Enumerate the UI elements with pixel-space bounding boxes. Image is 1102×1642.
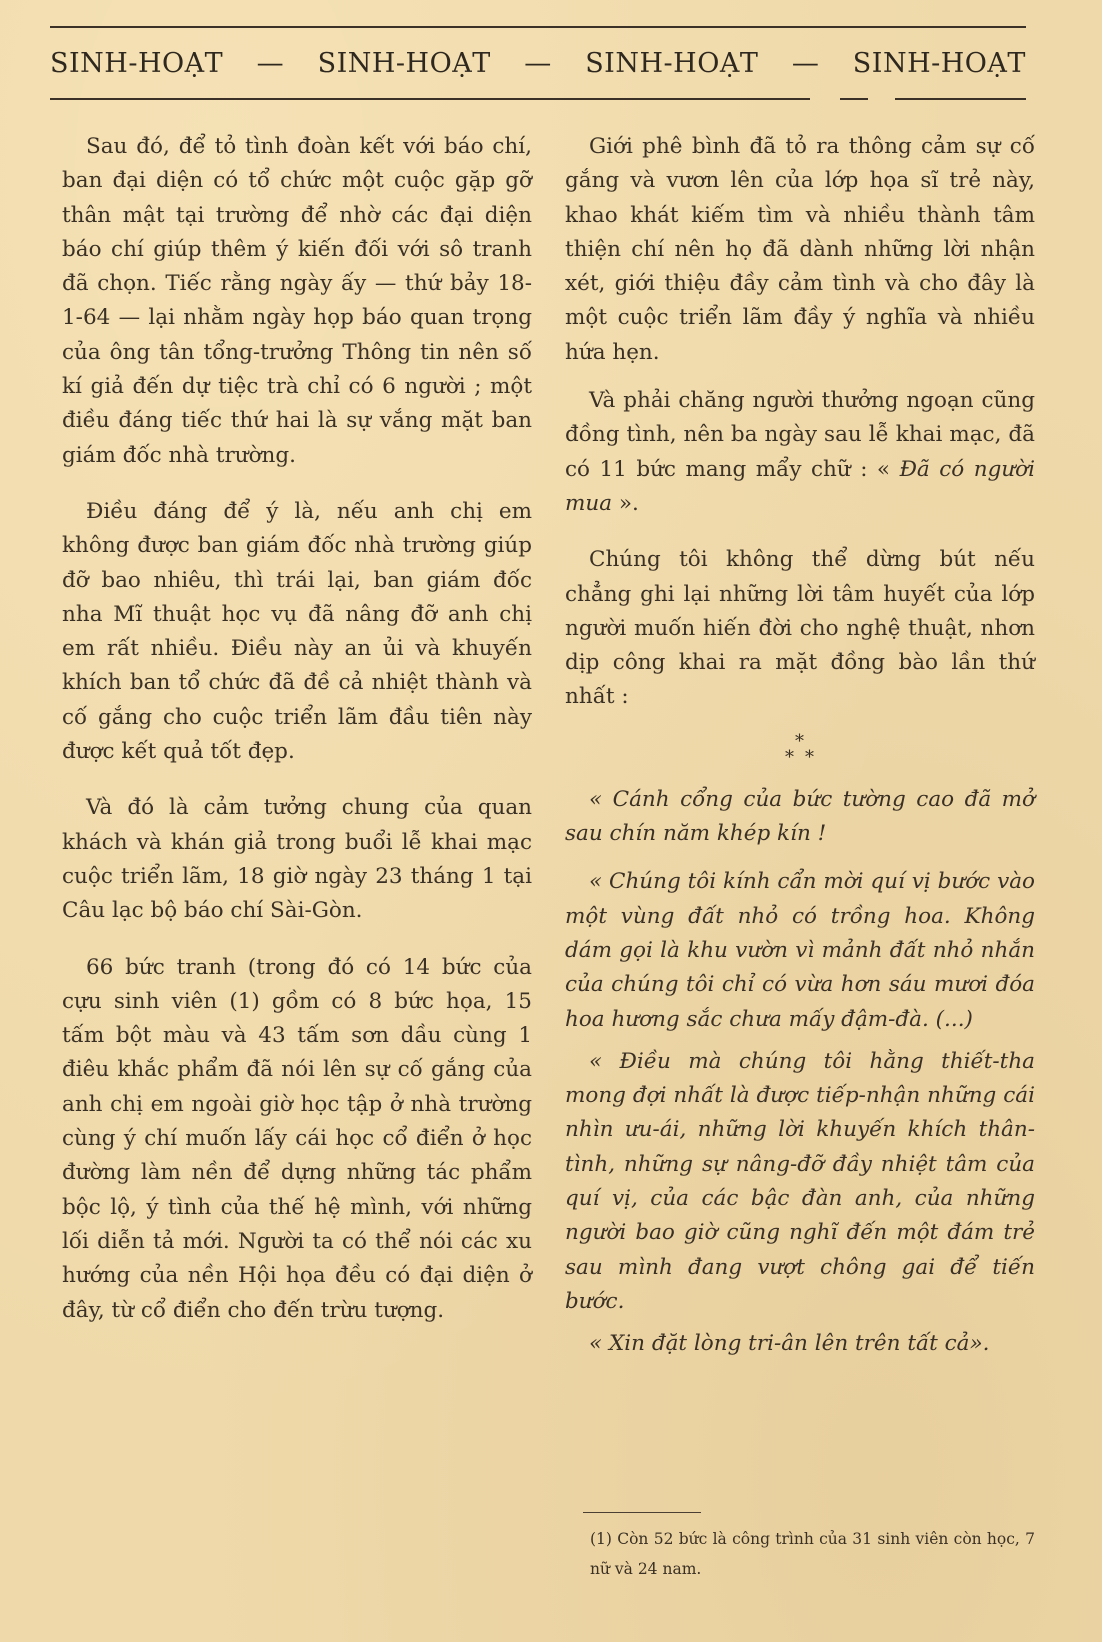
- quote-paragraph: « Điều mà chúng tôi hằng thiết-tha mong đợi nhất là được tiếp-nhận những cái nhìn ưu-ái, những lời khuyến khích thân-tình, những sự nâng-đỡ đầy nhiệt tâm của quí vị, của các bậc đàn anh, của những người bao giờ cũng nghĩ đến một đám trẻ sau mình đang vượt chông gai để tiến bước.: [565, 1048, 1035, 1314]
- top-rule: [50, 26, 1026, 28]
- asterisk: *: [795, 730, 804, 752]
- running-head: [50, 40, 1026, 86]
- asterisk: *: [805, 746, 814, 768]
- paragraph: Sau đó, để tỏ tình đoàn kết với báo chí, ban đại diện có tổ chức một cuộc gặp gỡ thân mật tại trường để nhờ các đại diện báo chí giúp thêm ý kiến đối với sô tranh đã chọn. Tiếc rằng ngày ấy — thứ bảy 18-1-64 — lại nhằm ngày họp báo quan trọng của ông tân tổng-trưởng Thông tin nên số kí giả đến dự tiệc trà chỉ có 6 người ; một điều đáng tiếc thứ hai là sự vắng mặt ban giám đốc nhà trường.: [62, 134, 532, 468]
- paragraph: Điều đáng để ý là, nếu anh chị em không được ban giám đốc nhà trường giúp đỡ bao nhiêu, thì trái lại, ban giám đốc nha Mĩ thuật học vụ đã nâng đỡ anh chị em rất nhiều. Điều này an ủi và khuyến khích ban tổ chức đã đề cả nhiệt thành và cố gắng cho cuộc triển lãm đầu tiên này được kết quả tốt đẹp.: [62, 498, 532, 765]
- header-rule: [840, 98, 868, 100]
- left-column: [62, 130, 532, 1328]
- paragraph-italic-text: Đã có người mua: [565, 456, 1035, 516]
- running-head-item: SINH-HOẠT: [50, 47, 224, 79]
- footnote-rule: [583, 1512, 701, 1513]
- paragraph-text: Và phải chăng người thưởng ngoạn cũng đồng tình, nên ba ngày sau lễ khai mạc, đã có 11 bức mang mẩy chữ : «: [565, 388, 1035, 482]
- section-break-asterism: [565, 727, 1035, 783]
- quote-paragraph: « Cánh cổng của bức tường cao đã mở sau chín năm khép kín !: [565, 786, 1035, 847]
- paragraph: Giới phê bình đã tỏ ra thông cảm sự cố gắng và vươn lên của lớp họa sĩ trẻ này, khao khát kiếm tìm và nhiều thành tâm thiện chí nên họ đã dành những lời nhận xét, giới thiệu đầy cảm tình và cho đây là một cuộc triển lãm đầy ý nghĩa và nhiều hứa hẹn.: [565, 134, 1035, 365]
- running-head-item: SINH-HOẠT: [585, 47, 759, 79]
- running-head-separator: —: [524, 47, 552, 79]
- paragraph: Chúng tôi không thể dừng bút nếu chẳng ghi lại những lời tâm huyết của lớp người muốn hiến đời cho nghệ thuật, nhơn dịp công khai ra mặt đồng bào lần thứ nhất :: [565, 547, 1035, 710]
- paragraph: 66 bức tranh (trong đó có 14 bức của cựu sinh viên (1) gồm có 8 bức họa, 15 tấm bột màu và 43 tấm sơn dầu cùng 1 điêu khắc phẩm đã nói lên sự cố gắng của anh chị em ngoài giờ học tập ở nhà trường cùng ý chí muốn lấy cái học cổ điển ở học đường làm nền để dựng những tác phẩm bộc lộ, ý tình của thế hệ mình, với những lối diễn tả mới. Người ta có thể nói các xu hướng của nền Hội họa đều có đại diện ở đây, từ cổ điển cho đến trừu tượng.: [62, 954, 532, 1323]
- paragraph: Và đó là cảm tưởng chung của quan khách và khán giả trong buổi lễ khai mạc cuộc triển lãm, 18 giờ ngày 23 tháng 1 tại Câu lạc bộ báo chí Sài-Gòn.: [62, 795, 532, 924]
- quote-paragraph: « Xin đặt lòng tri-ân lên trên tất cả».: [589, 1331, 990, 1357]
- header-rule: [895, 98, 1026, 100]
- quote-paragraph: « Chúng tôi kính cẩn mời quí vị bước vào một vùng đất nhỏ có trồng hoa. Không dám gọi là khu vườn vì mảnh đất nhỏ nhắn của chúng tôi chỉ có vừa hơn sáu mươi đóa hoa hương sắc chưa mấy đậm-đà. (...): [565, 869, 1035, 1032]
- paragraph-text: ».: [612, 490, 639, 516]
- running-head-item: SINH-HOẠT: [852, 47, 1026, 79]
- right-column: [565, 130, 1035, 1362]
- running-head-item: SINH-HOẠT: [317, 47, 491, 79]
- running-head-separator: —: [256, 47, 285, 79]
- running-head-separator: —: [791, 47, 820, 79]
- footnote: (1) Còn 52 bức là công trình của 31 sinh viên còn học, 7 nữ và 24 nam.: [590, 1530, 1035, 1578]
- paragraph: [565, 384, 1035, 521]
- header-rule: [50, 98, 810, 100]
- asterisk: *: [785, 746, 794, 768]
